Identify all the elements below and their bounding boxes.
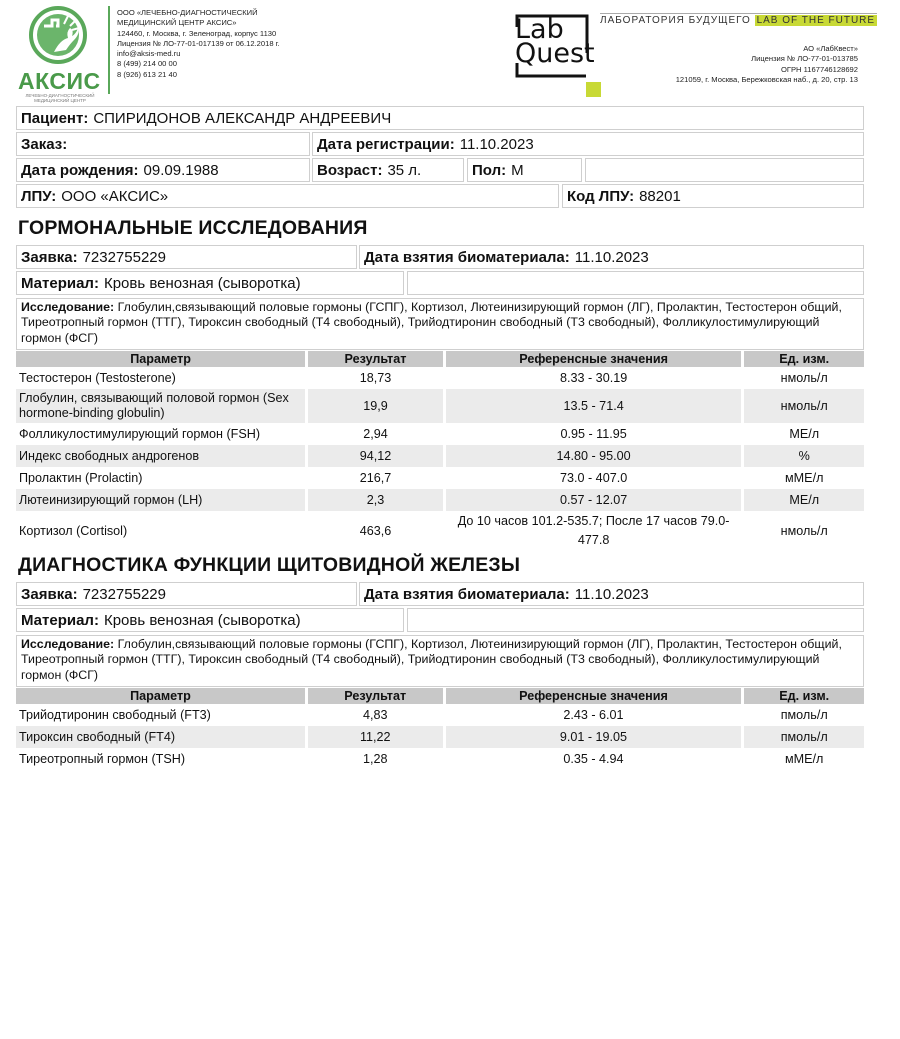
sample-date-field [359, 582, 864, 606]
result-cell: 11,22 [308, 726, 443, 748]
axis-email[interactable]: info@aksis-med.ru [117, 49, 181, 59]
registration-date-field [312, 132, 864, 156]
axis-org-info [117, 8, 280, 80]
lpu-label: ЛПУ: [21, 187, 57, 205]
table-row [16, 511, 864, 551]
labquest-org-info [676, 44, 858, 85]
result-cell: 463,6 [359, 524, 392, 538]
study-value: Глобулин,связывающий половые гормоны (ГСПГ), Кортизол, Лютеинизирующий гормон (ЛГ), Пролактин, Тестостерон общий, Тиреотропный гормон (ТТГ), Тироксин свободный (Т4 свободный), Трийодтиронин свободный (Т3 свободный), Фолликулостимулирующий гормон (ФСГ) [21, 637, 842, 682]
patient-field [16, 106, 864, 130]
labquest-ogrn: ОГРН 1167746128692 [780, 64, 858, 74]
results-table-hormonal [13, 351, 867, 551]
result-cell: 2,94 [363, 427, 388, 441]
material-value: Кровь венозная (сыворотка) [103, 274, 301, 292]
axis-brand-sub-1: ЛЕЧЕБНО-ДИАГНОСТИЧЕСКИЙ [25, 93, 95, 98]
labquest-address: 121059, г. Москва, Бережковская наб., д. 20, стр. 13 [675, 74, 858, 84]
lpu-code-label: Код ЛПУ: [567, 187, 635, 205]
axis-org-name-2: МЕДИЦИНСКИЙ ЦЕНТР АКСИС» [117, 18, 237, 28]
sample-date-label: Дата взятия биоматериала: [364, 585, 570, 603]
labquest-logo-text [515, 14, 595, 69]
labquest-logo [514, 13, 595, 79]
material-value: Кровь венозная (сыворотка) [103, 611, 301, 629]
empty-field [407, 271, 864, 295]
registration-date-value: 11.10.2023 [459, 135, 534, 153]
reference-cell: 2.43 - 6.01 [563, 708, 624, 722]
study-label: Исследование: [21, 300, 115, 314]
table-row [16, 389, 864, 423]
patient-label: Пациент: [21, 109, 89, 127]
birth-date-field [16, 158, 310, 182]
unit-cell: мМЕ/л [785, 471, 824, 485]
sex-field [467, 158, 582, 182]
axis-org-name-1: ООО «ЛЕЧЕБНО-ДИАГНОСТИЧЕСКИЙ [117, 8, 258, 17]
header-divider [108, 6, 110, 94]
age-field [312, 158, 464, 182]
sample-date-value: 11.10.2023 [574, 585, 649, 603]
result-cell: 216,7 [359, 471, 392, 485]
results-table-thyroid [13, 688, 867, 770]
unit-cell: пмоль/л [780, 708, 828, 722]
table-row [16, 367, 864, 389]
order-field [16, 132, 310, 156]
order-label: Заказ: [21, 135, 68, 153]
sample-date-label: Дата взятия биоматериала: [364, 248, 570, 266]
result-cell: 1,28 [362, 752, 388, 766]
empty-field [585, 158, 864, 182]
request-field [16, 245, 357, 269]
lpu-field [16, 184, 559, 208]
table-row [16, 748, 864, 770]
table-row [16, 489, 864, 511]
axis-brand-name: АКСИС [18, 68, 101, 94]
material-field [16, 271, 404, 295]
study-value: Глобулин,связывающий половые гормоны (ГСПГ), Кортизол, Лютеинизирующий гормон (ЛГ), Пролактин, Тестостерон общий, Тиреотропный гормон (ТТГ), Тироксин свободный (Т4 свободный), Трийодтиронин свободный (Т3 свободный), Фолликулостимулирующий гормон (ФСГ) [21, 300, 842, 345]
patient-name: СПИРИДОНОВ АЛЕКСАНДР АНДРЕЕВИЧ [93, 109, 392, 127]
tagline-ru: ЛАБОРАТОРИЯ БУДУЩЕГО [600, 15, 751, 26]
result-cell: 94,12 [308, 445, 443, 467]
param-cell: Пролактин (Prolactin) [19, 471, 143, 485]
axis-phone-1: 8 (499) 214 00 00 [117, 59, 177, 69]
param-cell: Тиреотропный гормон (TSH) [19, 752, 186, 766]
labquest-accent-square [586, 82, 601, 97]
column-header-unit: Ед. изм. [744, 351, 864, 367]
tagline-en: LAB OF THE FUTURE [756, 15, 876, 26]
request-value: 7232755229 [82, 248, 166, 266]
sex-value: М [511, 161, 524, 179]
reference-cell: 9.01 - 19.05 [446, 726, 742, 748]
result-cell: 4,83 [362, 708, 388, 722]
unit-cell: % [744, 445, 864, 467]
age-label: Возраст: [317, 161, 383, 179]
study-field [16, 635, 864, 687]
birth-date-value: 09.09.1988 [143, 161, 219, 179]
reference-cell: 13.5 - 71.4 [446, 389, 742, 423]
sample-date-value: 11.10.2023 [574, 248, 649, 266]
section-title-hormonal: ГОРМОНАЛЬНЫЕ ИССЛЕДОВАНИЯ [18, 217, 368, 239]
reference-cell: 14.80 - 95.00 [446, 445, 742, 467]
material-field [16, 608, 404, 632]
unit-cell: МЕ/л [744, 489, 864, 511]
request-label: Заявка: [21, 248, 78, 266]
reference-cell: 0.35 - 4.94 [563, 752, 624, 766]
table-row [16, 704, 864, 726]
param-cell: Глобулин, связывающий половой гормон (Sex hormone-binding globulin) [16, 389, 305, 423]
lpu-value: ООО «АКСИС» [61, 187, 169, 205]
reference-cell: 0.57 - 12.07 [446, 489, 742, 511]
labquest-license: Лицензия № ЛО-77-01-013785 [751, 54, 858, 64]
param-cell: Тироксин свободный (FT4) [16, 726, 305, 748]
request-value: 7232755229 [82, 585, 166, 603]
param-cell: Фолликулостимулирующий гормон (FSH) [19, 427, 261, 441]
lpu-code-field [562, 184, 864, 208]
param-cell: Тестостерон (Testosterone) [19, 371, 176, 385]
lpu-code-value: 88201 [639, 187, 681, 205]
sex-label: Пол: [472, 161, 507, 179]
result-cell: 18,73 [359, 371, 392, 385]
unit-cell: нмоль/л [780, 371, 828, 385]
study-label: Исследование: [21, 637, 115, 651]
reference-cell: 0.95 - 11.95 [560, 427, 627, 441]
axis-address: 124460, г. Москва, г. Зеленоград, корпус 1130 [117, 28, 277, 38]
table-row [16, 445, 864, 467]
reference-cell: 73.0 - 407.0 [559, 471, 628, 485]
table-row [16, 423, 864, 445]
column-header-reference: Референсные значения [446, 688, 742, 704]
study-field [16, 298, 864, 350]
age-value: 35 л. [387, 161, 422, 179]
axis-brand-sub-2: МЕДИЦИНСКИЙ ЦЕНТР [34, 98, 86, 103]
column-header-result: Результат [308, 688, 443, 704]
unit-cell: пмоль/л [744, 726, 864, 748]
birth-date-label: Дата рождения: [21, 161, 139, 179]
sample-date-field [359, 245, 864, 269]
column-header-unit: Ед. изм. [744, 688, 864, 704]
param-cell: Индекс свободных андрогенов [16, 445, 305, 467]
request-label: Заявка: [21, 585, 78, 603]
unit-cell: нмоль/л [744, 389, 864, 423]
labquest-logo-line-2: Quest [515, 38, 595, 69]
table-row [16, 726, 864, 748]
table-header-row [16, 688, 864, 704]
unit-cell: МЕ/л [789, 427, 820, 441]
result-cell: 19,9 [308, 389, 443, 423]
unit-cell: мМЕ/л [784, 752, 824, 766]
table-header-row [16, 351, 864, 367]
request-field [16, 582, 357, 606]
column-header-result: Результат [308, 351, 443, 367]
result-cell: 2,3 [308, 489, 443, 511]
material-label: Материал: [21, 611, 99, 629]
axis-phone-2: 8 (926) 613 21 40 [117, 69, 177, 79]
unit-cell: нмоль/л [780, 524, 828, 538]
column-header-parameter: Параметр [16, 351, 305, 367]
column-header-parameter: Параметр [16, 688, 305, 704]
param-cell: Трийодтиронин свободный (FT3) [19, 708, 211, 722]
axis-license: Лицензия № ЛО-77-01-017139 от 06.12.2018 г. [117, 38, 280, 48]
labquest-org: АО «ЛабКвест» [803, 44, 858, 53]
column-header-reference: Референсные значения [446, 351, 742, 367]
empty-field [407, 608, 864, 632]
registration-date-label: Дата регистрации: [317, 135, 455, 153]
param-cell: Лютеинизирующий гормон (LH) [16, 489, 305, 511]
labquest-logo-line-1: Lab [515, 14, 564, 45]
table-row [16, 467, 864, 489]
reference-cell: До 10 часов 101.2-535.7; После 17 часов 79.0-477.8 [457, 514, 730, 547]
param-cell: Кортизол (Cortisol) [19, 524, 128, 538]
axis-brand-subtitle [18, 93, 102, 103]
section-title-thyroid: ДИАГНОСТИКА ФУНКЦИИ ЩИТОВИДНОЙ ЖЕЛЕЗЫ [18, 554, 521, 576]
material-label: Материал: [21, 274, 99, 292]
labquest-tagline [600, 13, 877, 26]
reference-cell: 8.33 - 30.19 [559, 371, 628, 385]
axis-logo [14, 4, 104, 104]
